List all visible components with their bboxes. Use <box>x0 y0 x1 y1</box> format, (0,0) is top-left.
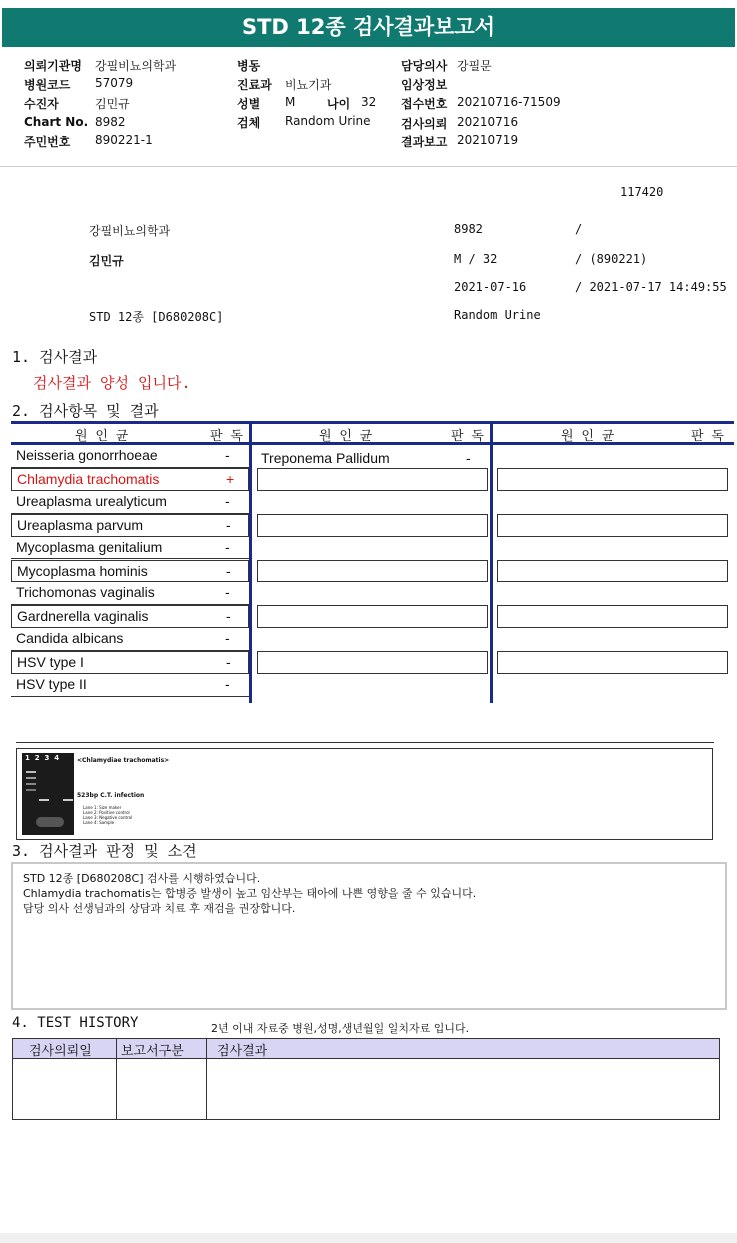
summary-chart: 8982 <box>454 222 483 236</box>
result-row <box>11 628 249 651</box>
id-value: 890221-1 <box>95 133 153 147</box>
sex-label: 성별 <box>237 97 261 111</box>
pathogen-result: - <box>226 608 231 625</box>
column-divider-1 <box>249 421 252 703</box>
empty-result-box <box>497 560 728 583</box>
pathogen-name: Mycoplasma hominis <box>17 562 148 579</box>
gel-legend <box>83 805 132 825</box>
report-title: STD 12종 검사결과보고서 <box>2 8 735 47</box>
inst-value: 강필비뇨의학과 <box>95 59 177 73</box>
pathogen-name: Chlamydia trachomatis <box>17 470 160 487</box>
history-header-row <box>12 1038 720 1059</box>
summary-test: STD 12종 [D680208C] <box>89 310 224 324</box>
result-row <box>11 445 249 468</box>
pathogen-result: - <box>226 654 231 671</box>
empty-result-box <box>497 605 728 628</box>
pathogen-result: - <box>225 584 230 601</box>
result-row <box>11 582 249 605</box>
code-label: 병원코드 <box>24 78 71 92</box>
section4-title: 4. TEST HISTORY <box>12 1015 139 1031</box>
ladder-band <box>26 771 36 773</box>
opinion-text <box>23 871 476 916</box>
dept-value: 비뇨기과 <box>285 78 332 92</box>
opinion-line-2: Chlamydia trachomatis는 합병증 발생이 높고 임산부는 태아에 나쁜 영향을 줄 수 있습니다. <box>23 887 477 900</box>
pathogen-name: Mycoplasma genitalium <box>16 538 163 555</box>
table-top-rule <box>11 421 734 424</box>
summary-name: 김민규 <box>89 254 124 268</box>
summary-specimen: Random Urine <box>454 308 541 322</box>
gel-image-frame <box>16 748 713 840</box>
history-body <box>12 1059 720 1120</box>
result-row <box>11 674 249 697</box>
pathogen-name: Gardnerella vaginalis <box>17 608 149 625</box>
gel-legend-4: Lane 4: Sample <box>83 820 115 825</box>
gel-band-label: 523bp C.T. infection <box>77 792 145 799</box>
history-col-divider <box>206 1038 207 1120</box>
code-value: 57079 <box>95 76 134 90</box>
result-summary: 검사결과 양성 입니다. <box>33 374 191 392</box>
col3-judgement-header: 판 독 <box>691 429 724 444</box>
specimen-label: 검체 <box>237 116 261 130</box>
patient-label: 수진자 <box>24 97 59 111</box>
summary-date2: / 2021-07-17 14:49:55 <box>575 280 727 294</box>
report-number: 117420 <box>620 185 664 199</box>
column-divider-2 <box>490 421 493 703</box>
result-row <box>11 468 249 491</box>
id-label: 주민번호 <box>24 135 71 149</box>
opinion-box <box>11 862 727 1010</box>
section3-title: 3. 검사결과 판정 및 소견 <box>12 842 197 860</box>
specimen-value: Random Urine <box>285 114 371 128</box>
ward-label: 병동 <box>237 59 261 73</box>
section1-title: 1. 검사결과 <box>12 348 98 366</box>
history-table <box>12 1038 720 1120</box>
empty-result-box <box>257 560 488 583</box>
gel-legend-3: Lane 3: Negative control <box>83 815 133 820</box>
inst-label: 의뢰기관명 <box>24 59 82 73</box>
reception-value: 20210716-71509 <box>457 95 561 109</box>
report-date-label: 결과보고 <box>401 135 448 149</box>
col2-row-name: Treponema Pallidum <box>261 450 390 466</box>
result-row <box>11 560 249 583</box>
pathogen-result: - <box>225 447 230 463</box>
age-label: 나이 <box>327 97 351 111</box>
patient-value: 김민규 <box>95 97 130 111</box>
request-label: 검사의뢰 <box>401 117 448 131</box>
pathogen-name: Neisseria gonorrhoeae <box>16 447 158 463</box>
empty-result-box <box>257 468 488 491</box>
summary-slash: / <box>575 222 583 236</box>
section2-title: 2. 검사항목 및 결과 <box>12 402 159 420</box>
pathogen-result: + <box>226 470 235 487</box>
result-row <box>11 605 249 628</box>
opinion-line-3: 담당 의사 선생님과의 상담과 치료 후 재검을 권장합니다. <box>23 902 296 915</box>
pathogen-result: - <box>225 492 230 509</box>
pathogen-result: - <box>225 676 230 692</box>
gel-legend-2: Lane 2: Positive control <box>83 810 130 815</box>
summary-sexage: M / 32 <box>454 252 498 266</box>
history-note: 2년 이내 자료중 병원,성명,생년월일 일치자료 입니다. <box>211 1022 470 1035</box>
ladder-band <box>26 789 36 791</box>
empty-result-box <box>497 651 728 674</box>
col2-judgement-header: 판 독 <box>451 429 484 444</box>
history-col-divider <box>116 1038 117 1120</box>
result-row <box>11 537 249 560</box>
clinical-label: 임상정보 <box>401 78 448 92</box>
pathogen-result: - <box>226 516 231 533</box>
result-row <box>11 514 249 537</box>
doctor-value: 강필문 <box>457 59 492 73</box>
result-row <box>11 491 249 514</box>
reception-label: 접수번호 <box>401 97 448 111</box>
pathogen-name: Candida albicans <box>16 630 124 647</box>
col2-pathogen-header: 원 인 균 <box>319 429 373 444</box>
opinion-line-1: STD 12종 [D680208C] 검사를 시행하였습니다. <box>23 872 261 885</box>
pathogen-name: Trichomonas vaginalis <box>16 584 155 601</box>
history-header-date: 검사의뢰일 <box>29 1044 92 1059</box>
request-value: 20210716 <box>457 115 519 129</box>
positive-band <box>39 799 49 801</box>
pathogen-result: - <box>226 562 231 579</box>
col3-pathogen-header: 원 인 균 <box>561 429 615 444</box>
pathogen-name: HSV type I <box>17 654 84 671</box>
pathogen-result: - <box>225 630 230 647</box>
gel-legend-1: Lane 1: Size maker <box>83 805 122 810</box>
history-header-result: 검사결과 <box>217 1044 268 1059</box>
report-header <box>0 0 737 48</box>
empty-result-box <box>257 605 488 628</box>
gel-photo <box>22 753 74 835</box>
pathogen-name: HSV type II <box>16 676 87 692</box>
age-value: 32 <box>361 95 377 109</box>
chart-value: 8982 <box>95 115 126 129</box>
report-date-value: 20210719 <box>457 133 519 147</box>
empty-result-box <box>257 651 488 674</box>
ladder-band <box>26 777 36 779</box>
result-row <box>11 651 249 674</box>
pathogen-name: Ureaplasma urealyticum <box>16 492 167 509</box>
col1-pathogen-header: 원 인 균 <box>75 429 129 444</box>
history-header-type: 보고서구분 <box>121 1044 184 1059</box>
col2-row-result: - <box>466 450 471 466</box>
doctor-label: 담당의사 <box>401 59 448 73</box>
summary-clinic: 강필비뇨의학과 <box>89 224 171 238</box>
pathogen-result: - <box>225 538 230 555</box>
gel-lane-labels: 1 2 3 4 <box>25 754 60 762</box>
header-divider <box>0 166 737 167</box>
patient-info <box>0 48 737 158</box>
sex-value: M <box>285 95 296 109</box>
ladder-band <box>26 783 36 785</box>
page-footer-strip <box>0 1233 737 1243</box>
sample-band <box>63 799 73 801</box>
chart-label: Chart No. <box>24 115 89 129</box>
summary-birth: / (890221) <box>575 252 648 266</box>
col1-judgement-header: 판 독 <box>210 429 243 444</box>
primer-smear <box>36 817 64 827</box>
gel-title: <Chlamydiae trachomatis> <box>77 757 170 764</box>
empty-result-box <box>257 514 488 537</box>
empty-result-box <box>497 514 728 537</box>
gel-top-rule <box>16 742 714 743</box>
summary-date1: 2021-07-16 <box>454 280 527 294</box>
results-table <box>11 421 734 703</box>
empty-result-box <box>497 468 728 491</box>
pathogen-name: Ureaplasma parvum <box>17 516 144 533</box>
dept-label: 진료과 <box>237 78 272 92</box>
